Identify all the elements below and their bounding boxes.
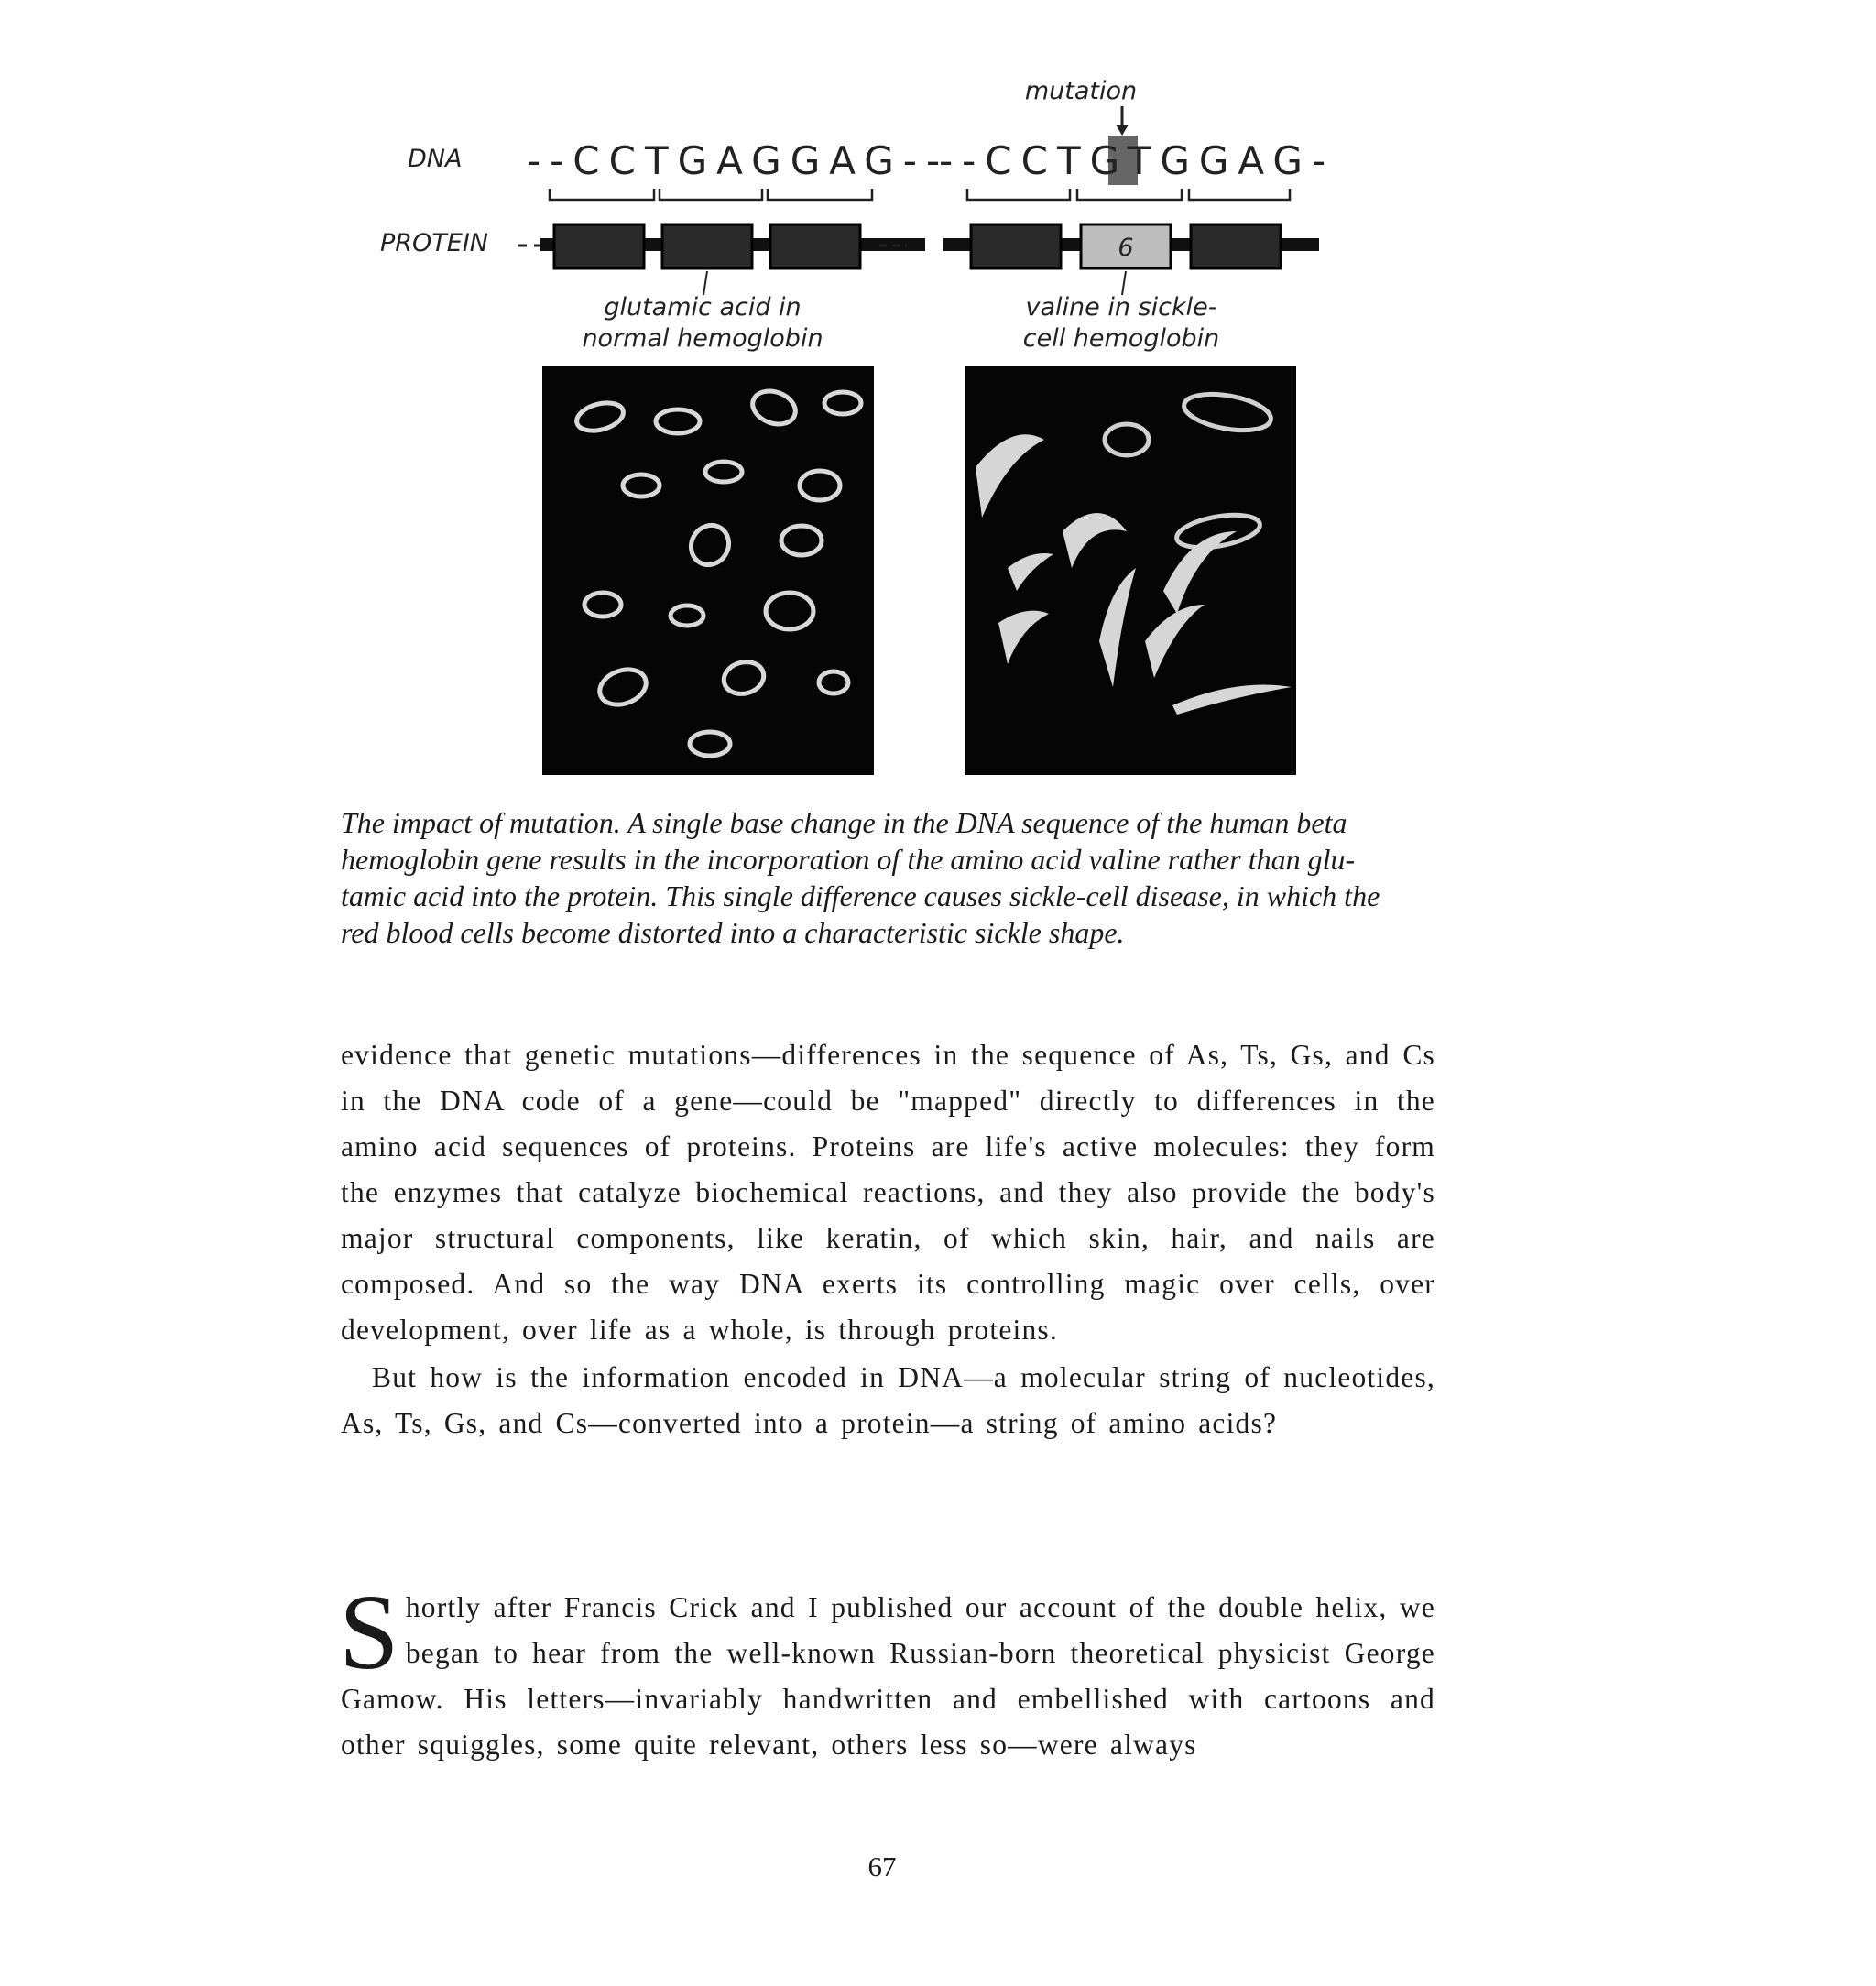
- caption-line: The impact of mutation. A single base change in the DNA sequence of the human beta: [341, 806, 1347, 839]
- drop-cap: S: [339, 1572, 400, 1692]
- normal-amino-acid-5: [554, 224, 644, 268]
- section-text: hortly after Francis Crick and I published our account of the double helix, we began to hear from the well-known Russian-born theoretical physicist George Gamow. His letters—invariably handwritten and embellished with cartoons and other squiggles, some quite relevant, others less so—were always: [341, 1591, 1435, 1761]
- normal-dna-sequence: --CCTGAGGAG--: [527, 138, 950, 183]
- section-opening: [339, 1572, 1435, 1768]
- hemoglobin-mutation-figure: [366, 55, 1328, 788]
- mutant-dna-sequence: --CCTGTGGAG-: [939, 138, 1328, 183]
- body-text: [341, 1032, 1435, 1446]
- dna-label: DNA: [408, 145, 463, 173]
- protein-label: PROTEIN: [380, 229, 489, 257]
- normal-annotation-line-1: glutamic acid in: [604, 293, 802, 322]
- mutant-amino-acid-7: [1191, 224, 1281, 268]
- mutation-arrow-head: [1116, 125, 1129, 136]
- mutant-pointer-line: [1122, 271, 1126, 295]
- body-paragraph: But how is the information encoded in DNA—a molecular string of nucleotides, As, Ts, Gs, and Cs—converted into a protein—a string of amino acids?: [341, 1361, 1435, 1439]
- mutant-amino-acid-5: [971, 224, 1061, 268]
- mutant-codon-number: 6: [1118, 234, 1134, 262]
- mutation-label: mutation: [1024, 77, 1138, 105]
- normal-amino-acid-6: [662, 224, 752, 268]
- mutation-diagram: [366, 55, 1328, 788]
- body-paragraph: evidence that genetic mutations—differences in the sequence of As, Ts, Gs, and Cs in the DNA code of a gene—could be "mapped" directly to differences in the amino acid sequences of proteins. Proteins are life's active molecules: they form the enzymes that catalyze biochemical reactions, and they also provide the body's major structural components, like keratin, of which skin, hair, and nails are composed. And so the way DNA exerts its controlling magic over cells, over development, over life as a whole, is through proteins.: [341, 1039, 1435, 1346]
- sickle-annotation-line-2: cell hemoglobin: [1022, 324, 1220, 353]
- normal-amino-acid-7: [770, 224, 860, 268]
- page-number: 67: [867, 1850, 897, 1882]
- caption-line: tamic acid into the protein. This single difference causes sickle-cell disease, in which the: [341, 879, 1380, 912]
- normal-codon-brackets: [550, 189, 872, 200]
- caption-line: hemoglobin gene results in the incorporation of the amino acid valine rather than glu-: [341, 843, 1356, 876]
- sickle-blood-cells-micrograph: [965, 366, 1296, 775]
- figure-caption: [341, 804, 1440, 951]
- section-paragraph: [339, 1572, 1435, 1768]
- normal-annotation-line-2: normal hemoglobin: [582, 324, 823, 353]
- sickle-annotation-line-1: valine in sickle-: [1025, 293, 1217, 322]
- mutant-codon-brackets: [967, 189, 1290, 200]
- caption-line: red blood cells become distorted into a characteristic sickle shape.: [341, 916, 1125, 949]
- normal-pointer-line: [704, 271, 707, 295]
- normal-blood-cells-micrograph: [542, 366, 874, 775]
